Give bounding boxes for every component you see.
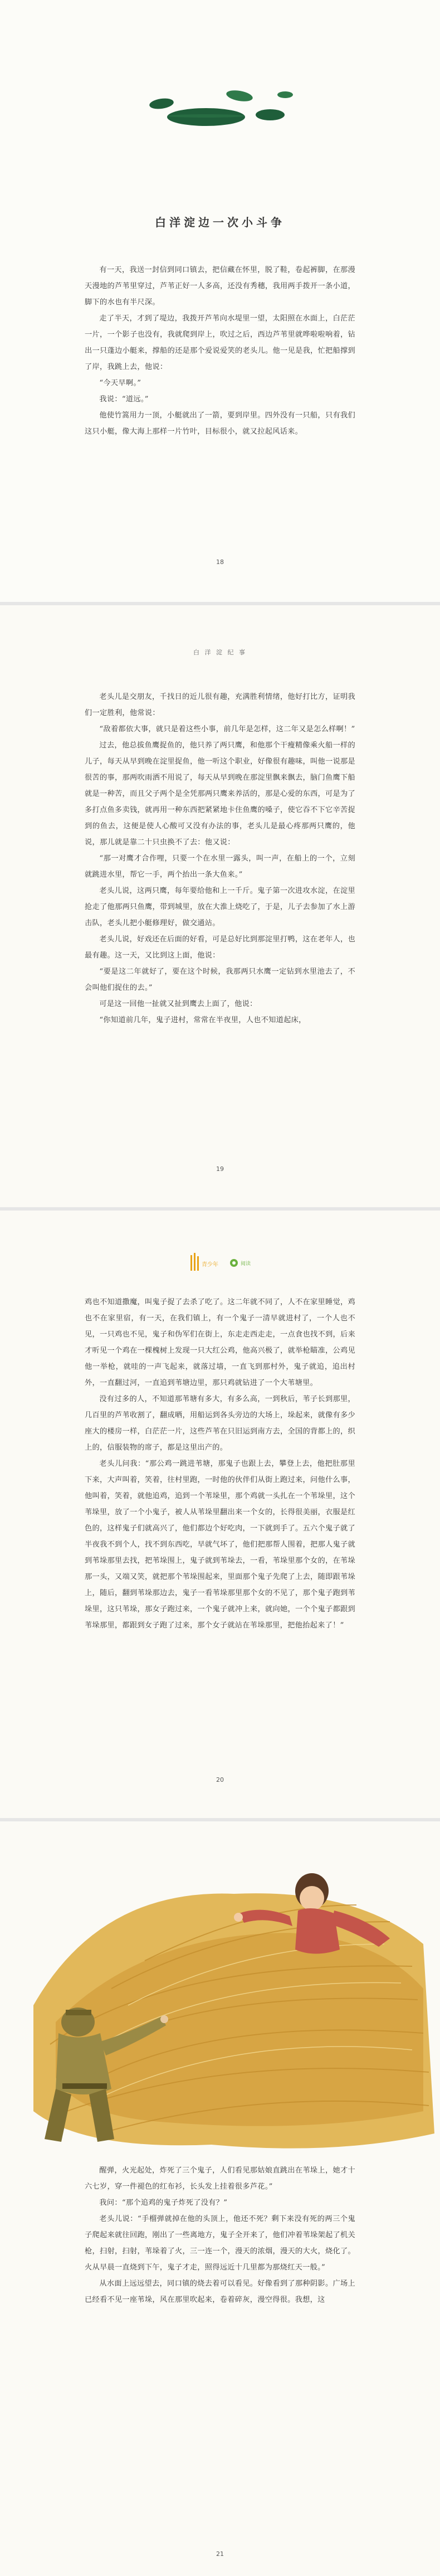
paragraph: “今天早啊。” xyxy=(99,379,141,387)
page-number: 20 xyxy=(216,1776,224,1783)
paragraph: 走了半天，才到了堤边，我拨开芦苇向水堤里一望，太阳照在水面上，白茫茫一片，一个影子也没有，我就爬到岸上，吹过之后，西边芦苇里就哗啦啦响着，钻出一只蓬边小艇来，撑船的还是那个爱说爱笑的老头儿。他一见是我，忙把船撑到了岸，我跳上去，他说： xyxy=(85,314,355,371)
paragraph: “那一对鹰才合作哩，只要一个在水里一露头，叫一声，在船上的一个，立刻就跳进水里，帮它一手，两个抬出一条大鱼来。” xyxy=(85,854,355,879)
badge-text: 青少年 xyxy=(202,1262,218,1268)
page-number: 21 xyxy=(216,2550,224,2558)
paragraph: 鸡也不知道撒魔，叫鬼子捉了去杀了吃了。这二年就不同了，人不在家里睡觉，鸡也不在家里宿，有一天，在我们镇上，有一个鬼子一清早就进村了，一个人也不见，一只鸡也不见，鬼子和伪军们在街上，东走走西走走，一点食也找不到，后来才听见一个鸡在一棵槐树上发现一只大红公鸡，他高兴极了，就举枪瞄准，公鸡见他一举枪，就哇的一声飞起来，就落过墙，一直飞到那村外，鬼子就追，追出村外，一直翻过河，一直追到苇塘边里，那只鸡就钻进了一个大苇塘里。 xyxy=(85,1298,355,1387)
page-number: 18 xyxy=(216,558,224,566)
book-page-19 xyxy=(0,605,440,1207)
paragraph: 可是这一回他一扯就又扯到鹰去上面了，他说： xyxy=(99,1000,257,1008)
paragraph: 老头儿说，这两只鹰，每年要给他和上一千斤。鬼子第一次进攻水淀，在淀里抢走了他那两只鱼鹰，带到城里，放在大淮上烧吃了，于是，儿子去参加了水上游击队，老头儿把小艇修理好，做交通站。 xyxy=(85,887,355,927)
paragraph: 我说：“道远。” xyxy=(99,395,149,404)
paragraph: “你知道前几年，鬼子进村，常常在半夜里，人也不知道起床， xyxy=(99,1016,306,1024)
book-page-18 xyxy=(0,0,440,602)
badge-sub-text: 阅读 xyxy=(241,1261,251,1267)
paragraph: 老头儿问我：“那公鸡一跳进苇塘，那鬼子也跟上去，攀登上去，他把肚那里下来，大声叫着，笑着，往村里跑，一时他的伙伴们从街上跑过来，问他什么事，他叫着，笑着，就他追鸡，追到一个苇垛里，那个鸡就一头扎在一个苇垛里，这个苇垛里，放了一个小鬼子，被人从苇垛里翻出来一个女的，长得很美丽，衣服是红色的，这样鬼子们就高兴了，他们都边个好吃肉，一下就到手了。五六个鬼子就了半夜我不到个人，找不到东西吃，早就气坏了，他们把那帮人围着，把那人鬼子就到苇垛那里去找，把苇垛围上，鬼子就到苇垛去，一看，苇垛里那个女的，在苇垛那一头，又端又笑，就把那个苇垛围起来，里面那个鬼子先爬了上去，随即跟苇垛上，随后，翻到苇垛那边去，鬼子一看苇垛那里那个女的不见了，那个鬼子跑到苇垛里，这只苇垛，那女子跑过来，一个鬼子就冲上来，就向她，一个个鬼子都跟到苇垛那里，都跟到女子跑了过来，那个女子就站在苇垛那里，把他抬起来了！” xyxy=(85,1460,355,1630)
paragraph: “要是这二年就好了，要在这个时候，我那两只水鹰一定钻到水里池去了，不会叫他们捉住的去。” xyxy=(85,968,355,992)
lotus-leaves-decoration xyxy=(139,84,306,139)
paragraph: 没有过多的人，不知道那苇塘有多大，有多么高，一到秋后，苇子长到那里，几百里的芦苇收割了，翻成晒，用船运到各头旁边的大场上，垛起来，就像有多少座大的楼房一样，白茫茫一片，这些芦苇在只旧运到南方去，全国的背都上的，织上的，信服装物的席子，都是这里出产的。 xyxy=(85,1395,355,1452)
paragraph: 从水面上远远望去，同口镇的烧去着可以看见。好像看到了那种阴影。广场上已经看不见一座苇垛，风在那里吹起来，卷着碎灰，漫空得很。我想，这 xyxy=(85,2279,355,2304)
paragraph: 老头儿说：“手榴弹就掉在他的头顶上，他还不死？剩下来没有死的两三个鬼子爬起来就往回跑，刚出了一些离地方，鬼子全开来了，他们冲着苇垛架起了机关枪，扫射，扫射，苇垛着了火，三一连一个，漫天的浓烟，漫天的大火，烧化了。火从早晨一直烧到下午，鬼子才走，照得远近十几里都为那烧红天一般。” xyxy=(85,2215,355,2272)
book-page-21 xyxy=(0,1821,440,2576)
chapter-title: 白洋淀边一次小斗争 xyxy=(155,216,285,230)
paragraph: 老头儿说，好戏还在后面的好看，可是总好比到那淀里打鸭，这在老年人，也最有趣。这一天，又比到这上面，他说： xyxy=(85,935,355,960)
paragraph: 我问：“那个追鸡的鬼子炸死了没有？” xyxy=(99,2199,228,2207)
paragraph: 有一天，我送一封信到同口镇去，把信藏在怀里，脱了鞋，卷起裤脚，在那漫天漫地的芦苇里穿过，芦苇正好一人多高，还没有秀穗，我用两手拨开一条小道，脚下的水也有半尺深。 xyxy=(85,266,355,307)
page-number: 19 xyxy=(216,1165,224,1173)
page-18-body xyxy=(85,262,355,440)
paragraph: 老头儿是交朋友，千找日的近儿很有趣，充满胜利情绪，他好打比方，证明我们一定胜利，他常说： xyxy=(85,693,355,717)
paragraph: 醒弹，火光起处，炸死了三个鬼子，人们看见那姑娘直跳出在苇垛上，她才十六七岁，穿一件褪色的红布衫，长头发上挂着很多芦花。” xyxy=(85,2166,355,2191)
running-head: 白 洋 淀 纪 事 xyxy=(193,649,247,656)
series-badge-logo xyxy=(177,1252,266,1274)
paragraph: 他使竹篙用力一顶，小艇就出了一箭，要到岸里。四外没有一只船，只有我们这只小艇，像大海上那样一片竹叶，目标很小，就又拉起风话来。 xyxy=(85,411,355,436)
paragraph: “敌着都依大事，就只是着这些小事，前几年是怎样，这二年又是怎么样啊！” xyxy=(99,725,355,733)
book-page-20 xyxy=(0,1211,440,1818)
page-20-body xyxy=(85,1294,355,1634)
paragraph: 过去，他总拔鱼鹰捉鱼的，他只养了两只鹰，和他那个干瘦精像乘火船一样的儿子，每天从早到晚在淀里捉鱼，他一听这个职业，好像很有趣味，叫他一说那是很苦的事，那两吹雨洒不用说了，每天从早到晚在那淀里飘来飘去，脑门鱼鹰下船就是一种苦，而且父子两个是全凭那两只鹰来养活的，那是心爱的东西，可是为了多打点鱼多卖钱，就再用一种东西把紧紧地卡住鱼鹰的嗓子，使它吞不下它辛苦捉到的鱼去，这便是使人心酸可又没有办法的事，老头儿是最心疼那两只鹰的，他说，那儿就是靠二十只虫换不了去：他又说： xyxy=(85,741,355,847)
reed-stack-illustration xyxy=(0,1821,440,2150)
page-21-body xyxy=(85,2162,355,2308)
page-19-body xyxy=(85,689,355,1028)
